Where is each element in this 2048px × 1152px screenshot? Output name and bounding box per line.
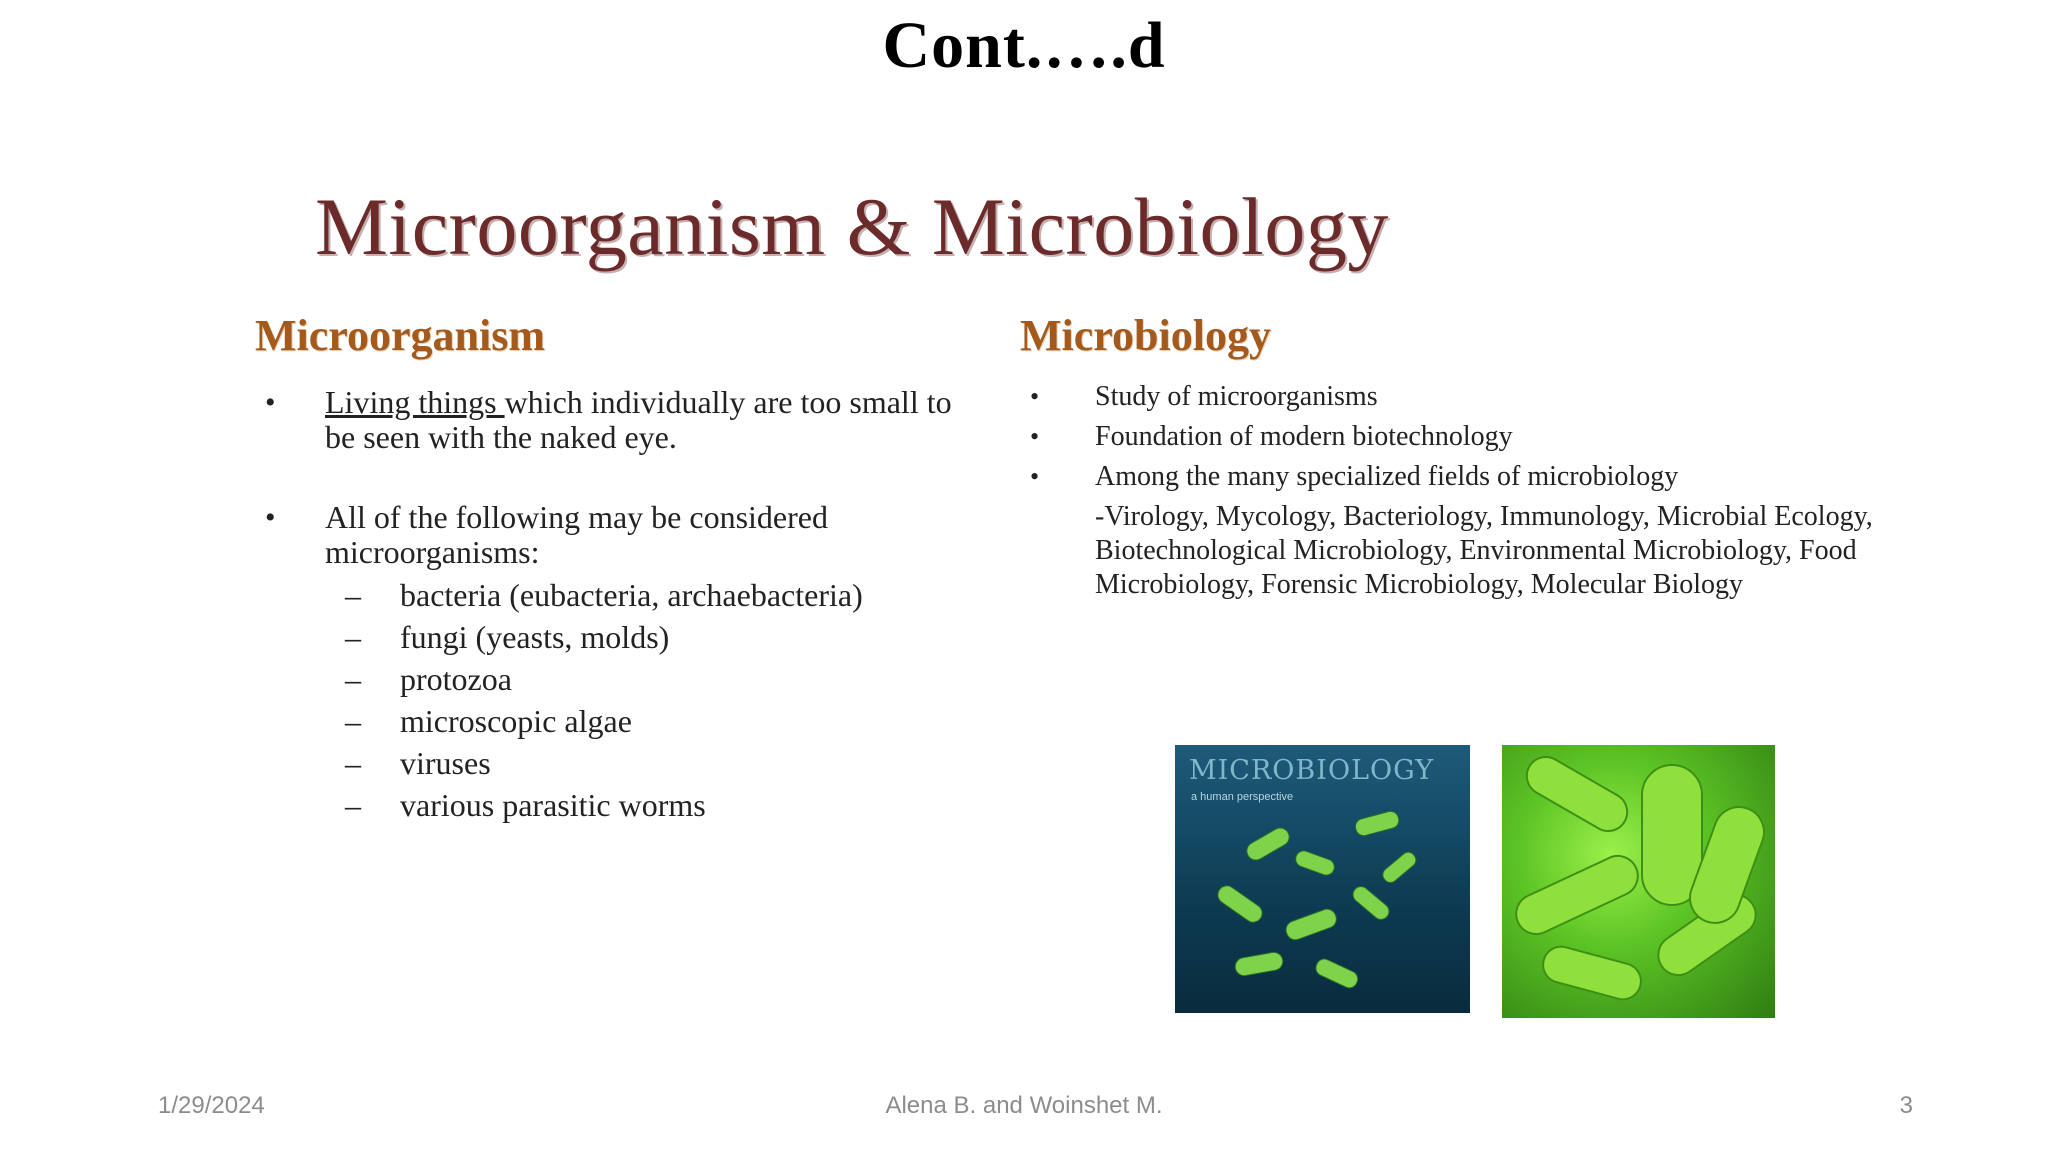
slide-image [175, 150, 1875, 1030]
bullet-text: Foundation of modern biotechnology [1095, 421, 1513, 452]
bullet-icon: • [1030, 382, 1040, 411]
dash-icon: – [345, 745, 361, 781]
image-heading: Microorganism & Microbiology [315, 181, 1389, 272]
bullet-icon: • [265, 501, 276, 534]
dash-icon: – [345, 661, 361, 697]
microbiology-heading: Microbiology [1020, 311, 1271, 360]
book-title: MICROBIOLOGY [1189, 755, 1435, 786]
book-subtitle: a human perspective [1191, 791, 1294, 803]
bullet-text: Study of microorganisms [1095, 381, 1378, 412]
bacteria-illustration [1175, 745, 1470, 1013]
sub-list-item [325, 662, 965, 697]
bullet-icon: • [1030, 422, 1040, 451]
book-cover-image [1175, 745, 1470, 1013]
sub-item-text: protozoa [400, 661, 512, 697]
sub-item-text: viruses [400, 745, 491, 781]
bullet-text: Among the many specialized fields of microbiology [1095, 461, 1679, 492]
bullet-icon: • [265, 386, 276, 419]
list-item [1030, 420, 1890, 454]
sub-list-item [325, 746, 965, 781]
sub-item-text: various parasitic worms [400, 787, 706, 823]
bacteria-rods [1502, 745, 1775, 1018]
underlined-phrase: Living things [325, 384, 505, 420]
list-item [1030, 460, 1890, 494]
bullet-text: which individually are too small to be seen with the naked eye. [325, 384, 952, 455]
sub-list-item [325, 578, 965, 613]
bullet-text: All of the following may be considered microorganisms: [325, 499, 828, 570]
sub-item-text: microscopic algae [400, 703, 632, 739]
microbiology-list [1030, 380, 1890, 602]
bullet-icon: • [1030, 462, 1040, 491]
dash-icon: – [345, 703, 361, 739]
list-item [265, 500, 965, 823]
sub-list-item [325, 704, 965, 739]
dash-icon: – [345, 577, 361, 613]
footer-author: Alena B. and Woinshet M. [885, 1092, 1163, 1119]
dash-icon: – [345, 619, 361, 655]
list-item [1030, 380, 1890, 414]
microorganism-list [265, 385, 965, 868]
fields-list-text: -Virology, Mycology, Bacteriology, Immunology, Microbial Ecology, Biotechnological Microbiology, Environmental Microbiology, Food Microbiology, Forensic Microbiology, Molecular Biology [1095, 501, 1873, 600]
bacteria-photo [1502, 745, 1775, 1018]
dash-icon: – [345, 787, 361, 823]
sub-list-item [325, 788, 965, 823]
page-number: 3 [1899, 1092, 1913, 1119]
footer-date: 1/29/2024 [158, 1092, 265, 1119]
sub-item-text: fungi (yeasts, molds) [400, 619, 670, 655]
sub-list-item [325, 620, 965, 655]
microorganism-heading: Microorganism [255, 311, 546, 360]
sub-item-text: bacteria (eubacteria, archaebacteria) [400, 577, 863, 613]
slide-title: Cont.….d [882, 9, 1166, 82]
microorganism-types [325, 578, 965, 823]
list-item [265, 385, 965, 455]
